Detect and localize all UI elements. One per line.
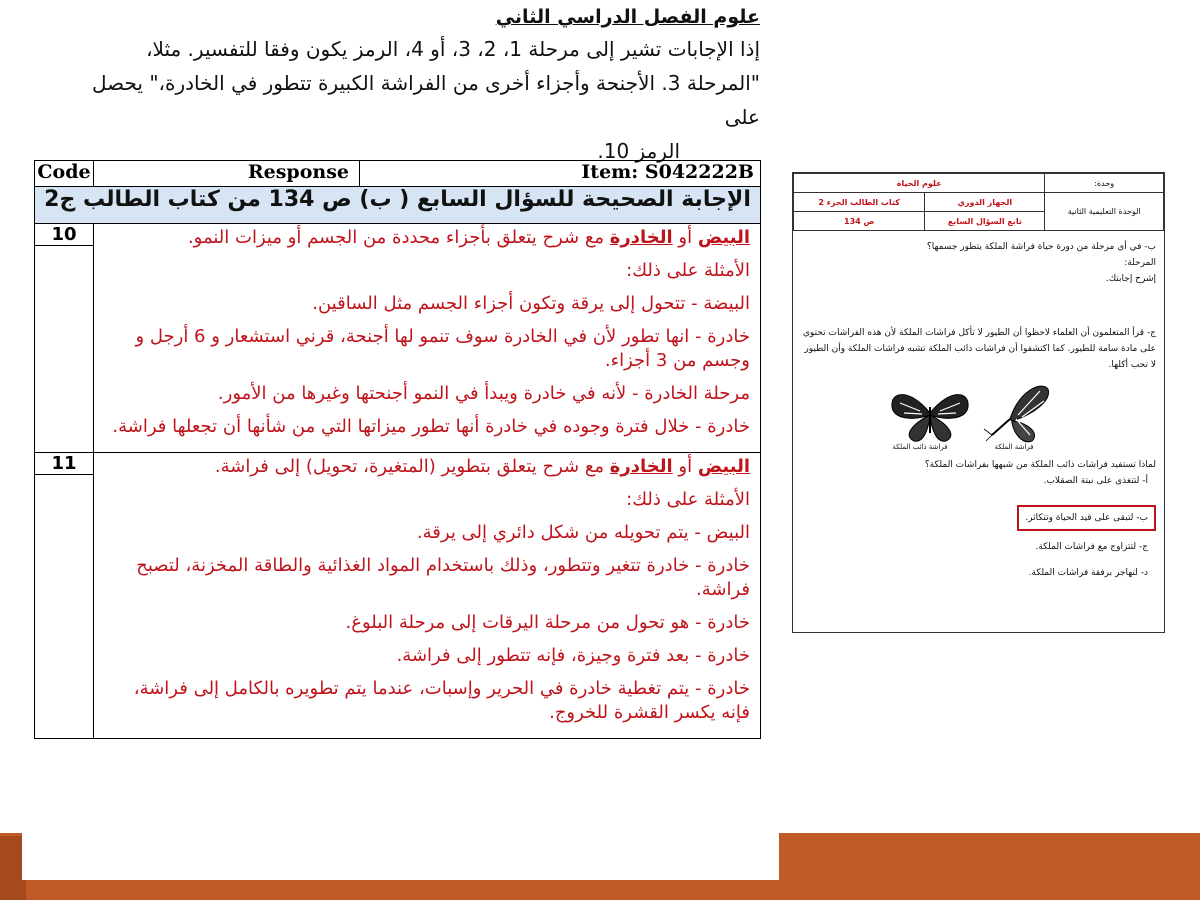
code-cell bbox=[35, 224, 94, 453]
code-column-header: Code bbox=[35, 161, 94, 187]
keyword-eggs: البيض bbox=[697, 456, 750, 477]
instruction-line-2: "المرحلة 3. الأجنحة وأجزاء أخرى من الفراشة الكبيرة تتطور في الخادرة،" يحصل على bbox=[92, 71, 760, 129]
butterfly-figures bbox=[802, 379, 1156, 451]
viceroy-caption: فراشة ذائب الملكة bbox=[892, 443, 948, 451]
code-value: 11 bbox=[35, 453, 93, 475]
instruction-line-1: إذا الإجابات تشير إلى مرحلة 1، 2، 3، أو 4، الرمز يكون وفقا للتفسير. مثلا، bbox=[146, 37, 760, 61]
conjunction: أو bbox=[672, 456, 698, 477]
examples-label: الأمثلة على ذلك: bbox=[626, 489, 750, 510]
option-d: د- لتهاجر برفقة فراشات الملكة. bbox=[1028, 568, 1148, 578]
question-c: ج- قرأ المتعلمون أن العلماء لاحظوا أن الطيور لا تأكل فراشات الملكة لأن هذه الفراشات تحتوي على مادة سامة للطيور. كما اكتشفوا أن فراشات ذائب الملكة تشبه فراشات الملكة وأن الطيور لا تحب أكلها. bbox=[802, 328, 1156, 370]
viceroy-butterfly-icon bbox=[892, 395, 968, 442]
example-item: البيضة - تتحول إلى يرقة وتكون أجزاء الجسم مثل الساقين. bbox=[312, 293, 750, 314]
page-title: علوم الفصل الدراسي الثاني bbox=[495, 6, 760, 28]
table-header-row bbox=[35, 161, 761, 187]
example-item: خادرة - بعد فترة وجيزة، فإنه تتطور إلى فراشة. bbox=[396, 645, 750, 666]
keyword-eggs: البيض bbox=[697, 227, 750, 248]
book-name: كتاب الطالب الجزء 2 bbox=[794, 193, 925, 212]
banner-row bbox=[35, 187, 761, 224]
example-item: خادرة - يتم تغطية خادرة في الحرير وإسبات، عندما يتم تطويره بالكامل إلى فراشة، فإنه يكسر القشرة للخروج. bbox=[133, 678, 750, 723]
question-text bbox=[793, 231, 1164, 581]
keyword-pupa: الخادرة bbox=[609, 456, 673, 477]
header-block bbox=[80, 6, 760, 168]
response-criterion bbox=[104, 455, 750, 479]
instruction-line-3: الرمز 10. bbox=[597, 139, 680, 163]
criterion-text: مع شرح يتعلق بتطوير (المتغيرة، تحويل) إلى فراشة. bbox=[214, 456, 610, 477]
question-b: ب- في أي مرحلة من دورة حياة فراشة الملكة يتطور جسمها؟ bbox=[926, 242, 1156, 252]
page-meta-table bbox=[793, 173, 1164, 231]
option-c: ج- لتتزاوج مع فراشات الملكة. bbox=[1035, 542, 1148, 552]
stage-label: المرحلة: bbox=[1124, 258, 1156, 268]
response-column-header: Response bbox=[94, 161, 360, 187]
option-a: أ- لتتغذى على نبتة الصقلاب. bbox=[1043, 476, 1148, 486]
response-cell bbox=[94, 453, 761, 739]
response-cell bbox=[94, 224, 761, 453]
question-ref: تابع السؤال السابع bbox=[925, 212, 1045, 231]
conjunction: أو bbox=[672, 227, 698, 248]
table-row bbox=[35, 453, 761, 739]
example-item: خادرة - خادرة تتغير وتتطور، وذلك باستخدام المواد الغذائية والطاقة المخزنة، لتصبح فراشة. bbox=[136, 555, 750, 600]
option-b: ب- لتبقى على قيد الحياة وتتكاثر. bbox=[1025, 513, 1148, 523]
scoring-table bbox=[34, 160, 761, 739]
item-id-header: Item: S042222B bbox=[360, 161, 761, 187]
example-item: مرحلة الخادرة - لأنه في خادرة ويبدأ في النمو أجنحتها وغيرها من الأمور. bbox=[217, 383, 750, 404]
example-item: خادرة - هو تحول من مرحلة اليرقات إلى مرحلة البلوغ. bbox=[345, 612, 750, 633]
code-value: 10 bbox=[35, 224, 93, 246]
unit-value: علوم الحياة bbox=[794, 174, 1045, 193]
textbook-page-excerpt bbox=[792, 172, 1165, 633]
butterfly-illustrations bbox=[801, 379, 1156, 451]
explain-prompt: إشرح إجابتك. bbox=[1105, 274, 1156, 284]
unit-label: وحدة: bbox=[1045, 174, 1164, 193]
monarch-butterfly-icon bbox=[984, 386, 1049, 442]
example-item: خادرة - انها تطور لأن في الخادرة سوف تنمو لها أجنحة، قرني استشعار و 6 أرجل و وجسم من 3 أجزاء. bbox=[135, 326, 750, 371]
question-why: لماذا تستفيد فراشات ذائب الملكة من شبهها بفراشات الملكة؟ bbox=[924, 460, 1156, 470]
system-name: الجهاز الدوري bbox=[925, 193, 1045, 212]
page-ref: ص 134 bbox=[794, 212, 925, 231]
unit-name: الوحدة التعليمية الثانية bbox=[1045, 193, 1164, 231]
keyword-pupa: الخادرة bbox=[609, 227, 673, 248]
code-cell bbox=[35, 453, 94, 739]
example-item: خادرة - خلال فترة وجوده في خادرة أنها تطور ميزاتها التي من شأنها أن تجعلها فراشة. bbox=[112, 416, 750, 437]
monarch-caption: فراشة الملكة bbox=[994, 443, 1034, 451]
correct-answer-highlight bbox=[1017, 505, 1156, 531]
correct-answer-banner: الإجابة الصحيحة للسؤال السابع ( ب) ص 134 من كتاب الطالب ج2 bbox=[35, 187, 761, 224]
response-criterion bbox=[104, 226, 750, 250]
example-item: البيض - يتم تحويله من شكل دائري إلى يرقة. bbox=[416, 522, 750, 543]
examples-label: الأمثلة على ذلك: bbox=[626, 260, 750, 281]
criterion-text: مع شرح يتعلق بأجزاء محددة من الجسم أو ميزات النمو. bbox=[187, 227, 610, 248]
table-row bbox=[35, 224, 761, 453]
